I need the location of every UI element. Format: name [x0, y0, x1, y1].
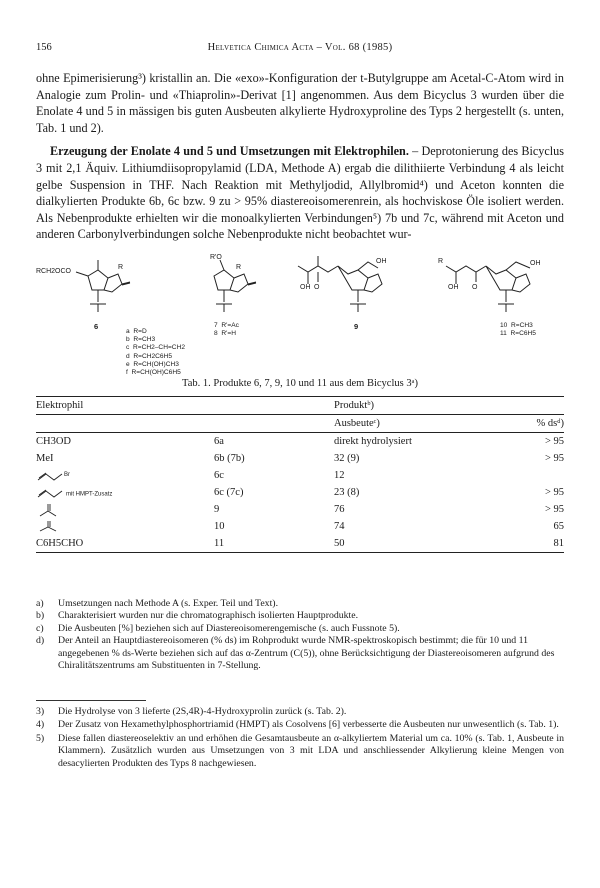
results-table	[36, 396, 564, 553]
col-elektrophil: Elektrophil	[36, 397, 214, 415]
hmpt-note: mit HMPT-Zusatz	[66, 490, 113, 497]
footnote: 3) Die Hydrolyse von 3 lieferte (2S,4R)-4-Hydroxyprolin zurück (s. Tab. 2).	[36, 706, 347, 717]
compound-7-substituent: R'O	[210, 254, 222, 261]
col-ausbeute: Ausbeuteᶜ)	[334, 415, 504, 433]
page-header	[36, 42, 564, 56]
cell-electrophile	[36, 484, 214, 501]
cell-product: 6c	[214, 470, 224, 481]
table-notes	[36, 598, 564, 672]
compound-7-8-structure	[214, 260, 256, 312]
compound-9-label: 9	[354, 322, 359, 331]
table-note: d) Der Anteil an Hauptdiastereoisomeren (% ds) im Rohprodukt wurde NMR-spektroskopisch bestimmt; die für 10 und 11 angegebenen % ds-Werte beziehen sich auf das α-Zentrum (C(5)), ohne Berücksichtigung der Diastereoisomeren aufgrund des Chiralitätszentrums am Substituenten in 7-Stellung.	[36, 635, 555, 672]
cell-electrophile	[36, 501, 214, 518]
cell-yield: 76	[334, 504, 345, 515]
compound-10-o: O	[472, 284, 478, 291]
table-note: c) Die Ausbeuten [%] beziehen sich auf Diastereoisomerengemische (s. auch Fussnote 5).	[36, 622, 400, 634]
table-row	[36, 467, 564, 484]
compound-10-11-label: 10 R=CH3 11 R=C6H5	[500, 322, 536, 338]
compound-9-oh2: OH	[376, 258, 387, 265]
cell-electrophile	[36, 518, 214, 535]
compound-7-8-label: 7 R'=Ac 8 R'=H	[214, 322, 239, 338]
footnote: 5) Diese fallen diastereoselektiv an und erhöhen die Gesamtausbeute an α-alkyliertem Material um ca. 10% (s. Tab. 1, Ausbeute in Klammern). Zusätzlich wurden aus Umsetzungen von 3 mit LDA und anschliessender Alkylierung kleine Mengen von desacylierten Produkten des Typs 8 nachgewiesen.	[36, 732, 564, 769]
table-header-row	[36, 397, 564, 415]
compound-7-r: R	[236, 264, 242, 271]
col-ds: % dsᵈ)	[504, 415, 564, 433]
table-subheader-row	[36, 415, 564, 433]
cell-yield: 32 (9)	[334, 453, 360, 464]
table-note: a) Umsetzungen nach Methode A (s. Exper. Teil und Text).	[36, 598, 279, 609]
cell-product: 6b (7b)	[214, 453, 245, 464]
journal-title: Helvetica Chimica Acta – Vol. 68 (1985)	[207, 42, 393, 53]
cell-electrophile: C6H5CHO	[36, 535, 214, 553]
paragraph-1: ohne Epimerisierung³) kristallin an. Die «exo»-Konfiguration der t-Butylgruppe am Acetal-C-Atom wird in Analogie zum Prolin- und «Thiaprolin»-Derivat [1] angenommen. Aus dem Bicyclus 3 wurden über die Enolate 4 und 5 in mässigen bis guten Ausbeuten alkylierte Hydroxyproline des Typs 2 hergestellt (s. unten, Tab. 1 und 2).	[36, 71, 564, 135]
table-row	[36, 450, 564, 467]
cell-ds: 81	[504, 535, 564, 553]
page-number: 156	[36, 42, 52, 53]
cell-yield: direkt hydrolysiert	[334, 436, 412, 447]
compound-6-label: 6	[94, 322, 99, 331]
cell-ds: 65	[553, 521, 564, 532]
cell-ds	[504, 467, 564, 484]
table-caption: Tab. 1. Produkte 6, 7, 9, 10 und 11 aus dem Bicyclus 3ᵃ)	[182, 378, 418, 389]
cell-yield: 74	[334, 521, 345, 532]
svg-text:Br: Br	[64, 471, 70, 478]
col-produkt: Produktᵇ)	[334, 397, 564, 415]
cell-electrophile: CH3OD	[36, 436, 72, 447]
allyl-bromide-structure	[36, 487, 66, 499]
compound-6-r: R	[118, 264, 124, 271]
cell-yield: 50	[334, 535, 504, 553]
compound-10-oh: OH	[448, 284, 459, 291]
cell-electrophile: MeI	[36, 453, 54, 464]
compound-9-o: O	[314, 284, 320, 291]
footnote: 4) Der Zusatz von Hexamethylphosphortriamid (HMPT) als Cosolvens [6] verbesserte die Ausbeuten nur unwesentlich (s. Tab. 1).	[36, 719, 559, 731]
cell-ds: > 95	[544, 436, 564, 447]
acetone-structure	[36, 502, 60, 518]
compound-10-r: R	[438, 258, 444, 265]
cell-product: 11	[214, 535, 334, 553]
cell-ds: > 95	[544, 504, 564, 515]
table-row	[36, 518, 564, 535]
cell-ds: > 95	[544, 453, 564, 464]
cell-product: 9	[214, 504, 220, 515]
cell-yield: 12	[334, 470, 345, 481]
footnote-divider	[36, 700, 146, 701]
table-row	[36, 484, 564, 501]
compound-9-structure	[298, 256, 382, 312]
cell-product: 6a	[214, 436, 224, 447]
body-text	[36, 70, 564, 243]
structure-drawings	[36, 252, 564, 370]
allyl-bromide-structure	[36, 470, 76, 482]
compound-9-oh: OH	[300, 284, 311, 291]
paragraph-2-text: – Deprotonierung des Bicyclus 3 mit 2,1 Äquiv. Lithiumdiisopropylamid (LDA, Methode A) ergab die dilithiierte Verbindung 4 als leicht gelbe Suspension in THF. Nach Reaktion mit Methyljodid, Allylbromid⁴) und Aceton konnten die dialkylierten Produkte 6b, 6c bzw. 9 zu > 95% diastereoisomerenrein, als hochviskose Öle isoliert werden. Als Nebenprodukte erhielten wir die monoalkylierten Verbindungen⁵) 7b und 7c, während mit Aceton und anderen Carbonylverbindungen solche Nebenprodukte nicht beobachtet wur-	[36, 144, 565, 242]
cell-electrophile	[36, 467, 214, 484]
compound-6-substituent: RCH2OCO	[36, 268, 72, 275]
r-substituent-list: a R=D b R=CH3 c R=CH2–CH=CH2 d R=CH2C6H5 e R=CH(OH)CH3 f R=CH(OH)C6H5	[126, 328, 185, 377]
table-row	[36, 535, 564, 553]
section-heading: Erzeugung der Enolate 4 und 5 und Umsetzungen mit Elektrophilen.	[50, 144, 409, 159]
table-row	[36, 433, 564, 451]
structure-scheme	[36, 252, 564, 377]
cell-yield: 23 (8)	[334, 487, 360, 498]
acetaldehyde-structure	[36, 519, 60, 535]
table-note: b) Charakterisiert wurden nur die chromatographisch isolierten Hauptprodukte.	[36, 610, 359, 622]
cell-ds: > 95	[544, 487, 564, 498]
compound-10-11-structure	[446, 262, 530, 312]
paragraph-2	[36, 143, 564, 243]
table-row	[36, 501, 564, 518]
cell-product: 10	[214, 521, 225, 532]
compound-10-oh2: OH	[530, 260, 541, 267]
cell-product: 6c (7c)	[214, 487, 244, 498]
footnotes	[36, 706, 564, 771]
